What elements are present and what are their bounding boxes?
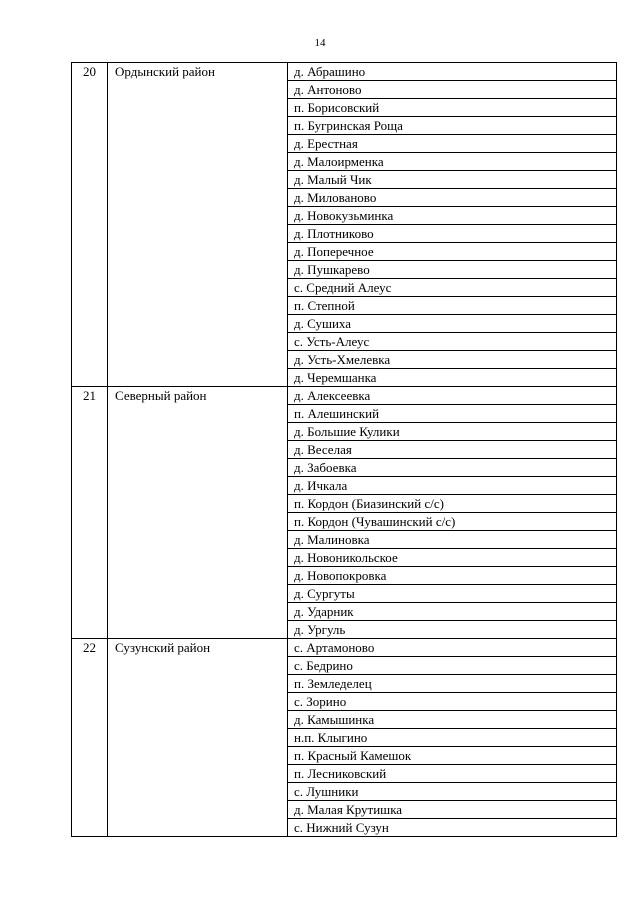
district-number: 20 bbox=[72, 63, 108, 387]
settlement-cell: д. Черемшанка bbox=[288, 369, 617, 387]
settlement-cell: д. Милованово bbox=[288, 189, 617, 207]
settlement-cell: д. Малоирменка bbox=[288, 153, 617, 171]
settlement-cell: д. Сушиха bbox=[288, 315, 617, 333]
settlement-cell: д. Забоевка bbox=[288, 459, 617, 477]
table-row bbox=[72, 387, 617, 405]
settlement-cell: д. Камышинка bbox=[288, 711, 617, 729]
settlement-cell: с. Средний Алеус bbox=[288, 279, 617, 297]
settlement-cell: п. Земледелец bbox=[288, 675, 617, 693]
settlement-cell: д. Новопокровка bbox=[288, 567, 617, 585]
settlement-cell: с. Бедрино bbox=[288, 657, 617, 675]
table-row bbox=[72, 63, 617, 81]
table-row bbox=[72, 639, 617, 657]
settlement-cell: д. Пушкарево bbox=[288, 261, 617, 279]
settlement-cell: с. Зорино bbox=[288, 693, 617, 711]
settlement-cell: п. Алешинский bbox=[288, 405, 617, 423]
settlement-cell: п. Лесниковский bbox=[288, 765, 617, 783]
settlement-cell: д. Новоникольское bbox=[288, 549, 617, 567]
settlement-cell: п. Кордон (Биазинский с/с) bbox=[288, 495, 617, 513]
district-name: Ордынский район bbox=[108, 63, 288, 387]
page-number: 14 bbox=[314, 37, 326, 49]
district-name: Сузунский район bbox=[108, 639, 288, 837]
settlement-cell: д. Ичкала bbox=[288, 477, 617, 495]
settlements-table-body bbox=[72, 63, 617, 837]
settlement-cell: п. Борисовский bbox=[288, 99, 617, 117]
district-name: Северный район bbox=[108, 387, 288, 639]
settlement-cell: п. Степной bbox=[288, 297, 617, 315]
settlement-cell: п. Кордон (Чувашинский с/с) bbox=[288, 513, 617, 531]
settlement-cell: д. Сургуты bbox=[288, 585, 617, 603]
settlement-cell: д. Ерестная bbox=[288, 135, 617, 153]
settlement-cell: с. Артамоново bbox=[288, 639, 617, 657]
settlement-cell: с. Нижний Сузун bbox=[288, 819, 617, 837]
settlement-cell: д. Ударник bbox=[288, 603, 617, 621]
settlement-cell: с. Лушники bbox=[288, 783, 617, 801]
settlement-cell: д. Малиновка bbox=[288, 531, 617, 549]
settlement-cell: д. Алексеевка bbox=[288, 387, 617, 405]
settlement-cell: д. Плотниково bbox=[288, 225, 617, 243]
settlement-cell: д. Новокузьминка bbox=[288, 207, 617, 225]
settlement-cell: д. Ургуль bbox=[288, 621, 617, 639]
district-number: 22 bbox=[72, 639, 108, 837]
district-number: 21 bbox=[72, 387, 108, 639]
settlement-cell: д. Веселая bbox=[288, 441, 617, 459]
settlement-cell: с. Усть-Алеус bbox=[288, 333, 617, 351]
settlement-cell: д. Абрашино bbox=[288, 63, 617, 81]
settlement-cell: д. Поперечное bbox=[288, 243, 617, 261]
settlement-cell: д. Малый Чик bbox=[288, 171, 617, 189]
settlement-cell: н.п. Клыгино bbox=[288, 729, 617, 747]
settlement-cell: п. Красный Камешок bbox=[288, 747, 617, 765]
settlement-cell: д. Большие Кулики bbox=[288, 423, 617, 441]
settlement-cell: д. Усть-Хмелевка bbox=[288, 351, 617, 369]
settlement-cell: д. Малая Крутишка bbox=[288, 801, 617, 819]
settlement-cell: д. Антоново bbox=[288, 81, 617, 99]
settlements-table bbox=[71, 62, 617, 837]
settlement-cell: п. Бугринская Роща bbox=[288, 117, 617, 135]
